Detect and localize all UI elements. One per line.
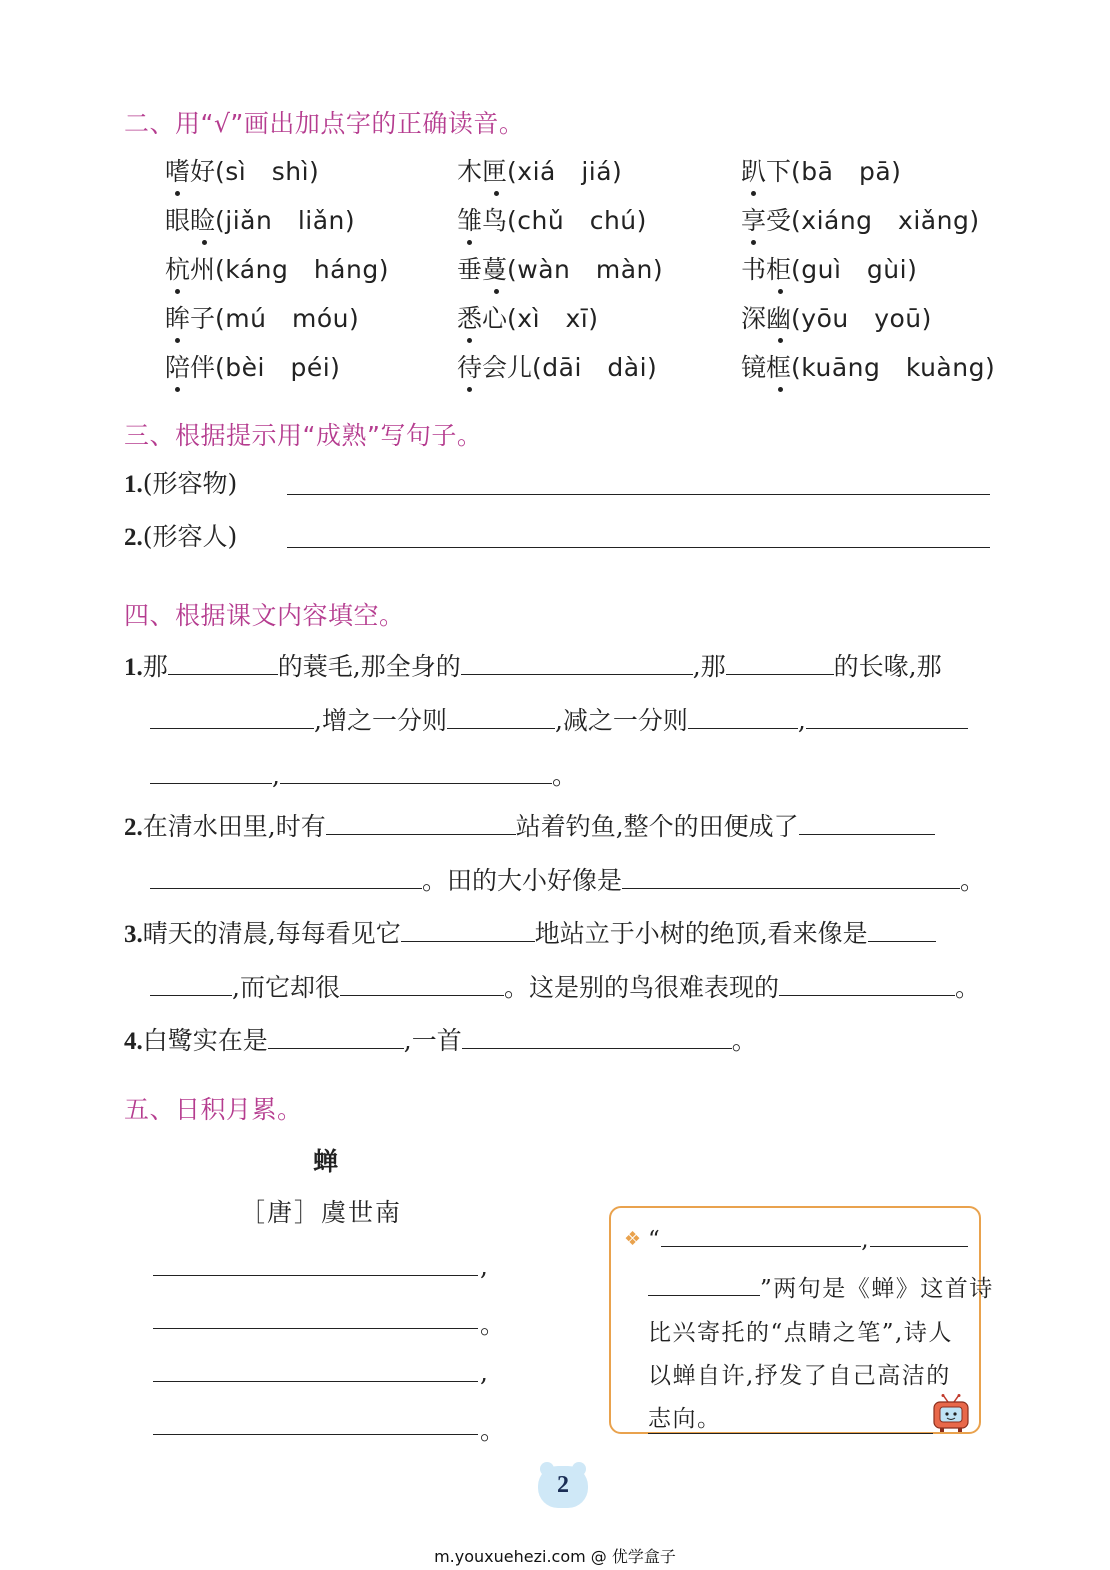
word: 悉心 — [457, 304, 508, 333]
blank[interactable] — [150, 757, 272, 784]
emphasis-dot — [175, 387, 180, 392]
answer-line[interactable] — [287, 494, 990, 495]
word: 书柜 — [741, 255, 792, 284]
emphasis-dot — [467, 240, 472, 245]
tip-line-5: 志向。 — [648, 1406, 722, 1432]
pinyin-item — [165, 299, 359, 335]
word: 趴下 — [741, 157, 792, 186]
sentence-question-1 — [124, 468, 237, 501]
poem-line-blank[interactable] — [153, 1381, 478, 1382]
footer-watermark: m.youxuehezi.com @ 优学盒子 — [434, 1547, 676, 1566]
tv-mascot-icon — [930, 1394, 974, 1434]
pinyin-item — [741, 299, 932, 335]
pinyin-item — [165, 250, 389, 286]
blank[interactable] — [461, 648, 693, 675]
emphasis-dot — [751, 191, 756, 196]
pinyin-item — [457, 201, 647, 237]
page-number: 2 — [557, 1472, 569, 1498]
tip-underline — [648, 1433, 933, 1434]
pinyin-options: (kuāng kuàng) — [791, 353, 996, 382]
poem-title: 蝉 — [313, 1147, 339, 1176]
pinyin-item — [457, 152, 622, 188]
pinyin-options: (sì shì) — [215, 157, 320, 186]
blank[interactable] — [462, 1022, 732, 1049]
blank[interactable] — [870, 1226, 968, 1247]
fill-question-1-line3: , 。 — [150, 757, 577, 792]
pinyin-item — [165, 152, 319, 188]
pinyin-options: (guì gùi) — [791, 255, 918, 284]
blank[interactable] — [661, 1226, 861, 1247]
word: 眸子 — [165, 304, 216, 333]
pinyin-item — [165, 201, 355, 237]
blank[interactable] — [622, 862, 960, 889]
blank[interactable] — [688, 702, 798, 729]
pinyin-options: (dāi dài) — [532, 353, 658, 382]
emphasis-dot — [494, 191, 499, 196]
emphasis-dot — [467, 387, 472, 392]
tip-line-2: ”两句是《蝉》这首诗 — [648, 1270, 994, 1303]
pinyin-options: (yōu yoū) — [791, 304, 932, 333]
poem-author: ［唐］虞世南 — [240, 1198, 403, 1227]
pinyin-item — [741, 348, 995, 384]
fill-question-2-line2: 。田的大小好像是 。 — [150, 862, 985, 897]
emphasis-dot — [751, 240, 756, 245]
pinyin-item — [741, 250, 917, 286]
blank[interactable] — [868, 915, 936, 942]
fill-question-2-line1: 2.在清水田里,时有 站着钓鱼,整个的田便成了 — [124, 808, 935, 844]
emphasis-dot — [778, 289, 783, 294]
word: 眼睑 — [165, 206, 216, 235]
word: 嗜好 — [165, 157, 216, 186]
pinyin-options: (wàn màn) — [507, 255, 664, 284]
hint: (形容物) — [142, 469, 238, 498]
blank[interactable] — [168, 648, 278, 675]
pinyin-options: (xiá jiá) — [507, 157, 623, 186]
pinyin-item — [457, 299, 599, 335]
section-five-title: 五、日积月累。 — [124, 1095, 303, 1124]
emphasis-dot — [175, 338, 180, 343]
blank[interactable] — [447, 702, 555, 729]
poem-punct: , — [480, 1358, 488, 1387]
blank[interactable] — [401, 915, 535, 942]
question-number: 1. — [124, 471, 143, 498]
blank[interactable] — [806, 702, 968, 729]
answer-line[interactable] — [287, 547, 990, 548]
fill-question-4: 4.白鹭实在是 ,一首 。 — [124, 1022, 757, 1058]
poem-punct: 。 — [480, 1416, 506, 1445]
blank[interactable] — [779, 969, 955, 996]
emphasis-dot — [494, 289, 499, 294]
tip-line-1: “ , — [648, 1226, 968, 1253]
poem-line-blank[interactable] — [153, 1328, 478, 1329]
blank[interactable] — [268, 1022, 404, 1049]
fill-question-3-line2: ,而它却很 。这是别的鸟很难表现的 。 — [150, 969, 980, 1004]
hint: (形容人) — [142, 522, 238, 551]
word: 陪伴 — [165, 353, 216, 382]
poem-punct: 。 — [480, 1310, 506, 1339]
section-two-title: 二、用“√”画出加点字的正确读音。 — [124, 109, 525, 138]
blank[interactable] — [726, 648, 834, 675]
section-three-title: 三、根据提示用“成熟”写句子。 — [124, 421, 483, 450]
blank[interactable] — [150, 969, 232, 996]
blank[interactable] — [150, 702, 314, 729]
word: 杭州 — [165, 255, 216, 284]
pinyin-options: (xiáng xiǎng) — [791, 206, 980, 235]
poem-punct: , — [480, 1252, 488, 1281]
word: 待会儿 — [457, 353, 533, 382]
question-number: 2. — [124, 524, 143, 551]
emphasis-dot — [202, 240, 207, 245]
blank[interactable] — [150, 862, 422, 889]
poem-line-blank[interactable] — [153, 1275, 478, 1276]
page-number-badge — [538, 1466, 588, 1508]
pinyin-item — [457, 250, 663, 286]
pinyin-options: (jiǎn liǎn) — [215, 206, 356, 235]
blank[interactable] — [799, 808, 935, 835]
word: 镜框 — [741, 353, 792, 382]
blank[interactable] — [648, 1275, 760, 1296]
fill-question-1-line2: ,增之一分则 ,减之一分则 , — [150, 702, 968, 737]
blank[interactable] — [340, 969, 504, 996]
poem-line-blank[interactable] — [153, 1434, 478, 1435]
tip-line-4: 以蝉自许,抒发了自己高洁的 — [648, 1363, 951, 1389]
emphasis-dot — [778, 387, 783, 392]
pinyin-options: (mú móu) — [215, 304, 360, 333]
sentence-question-2 — [124, 521, 237, 554]
emphasis-dot — [467, 338, 472, 343]
word: 享受 — [741, 206, 792, 235]
word: 垂蔓 — [457, 255, 508, 284]
tip-line-3: 比兴寄托的“点睛之笔”,诗人 — [648, 1320, 953, 1346]
pinyin-item — [741, 152, 901, 188]
blank[interactable] — [326, 808, 516, 835]
pinyin-item — [741, 201, 980, 237]
pinyin-options: (káng háng) — [215, 255, 389, 284]
emphasis-dot — [778, 338, 783, 343]
word: 雏鸟 — [457, 206, 508, 235]
pinyin-item — [165, 348, 340, 384]
pinyin-item — [457, 348, 657, 384]
pinyin-options: (bèi péi) — [215, 353, 341, 382]
word: 木匣 — [457, 157, 508, 186]
pinyin-options: (chǔ chú) — [507, 206, 647, 235]
diamond-icon: ❖ — [624, 1228, 642, 1250]
fill-question-1-line1: 1.那 的蓑毛,那全身的 ,那 的长喙,那 — [124, 648, 942, 684]
fill-question-3-line1: 3.晴天的清晨,每每看见它 地站立于小树的绝顶,看来像是 — [124, 915, 936, 951]
section-four-title: 四、根据课文内容填空。 — [124, 601, 405, 630]
pinyin-options: (bā pā) — [791, 157, 902, 186]
emphasis-dot — [175, 289, 180, 294]
pinyin-options: (xì xī) — [507, 304, 599, 333]
emphasis-dot — [175, 191, 180, 196]
word: 深幽 — [741, 304, 792, 333]
blank[interactable] — [280, 757, 552, 784]
